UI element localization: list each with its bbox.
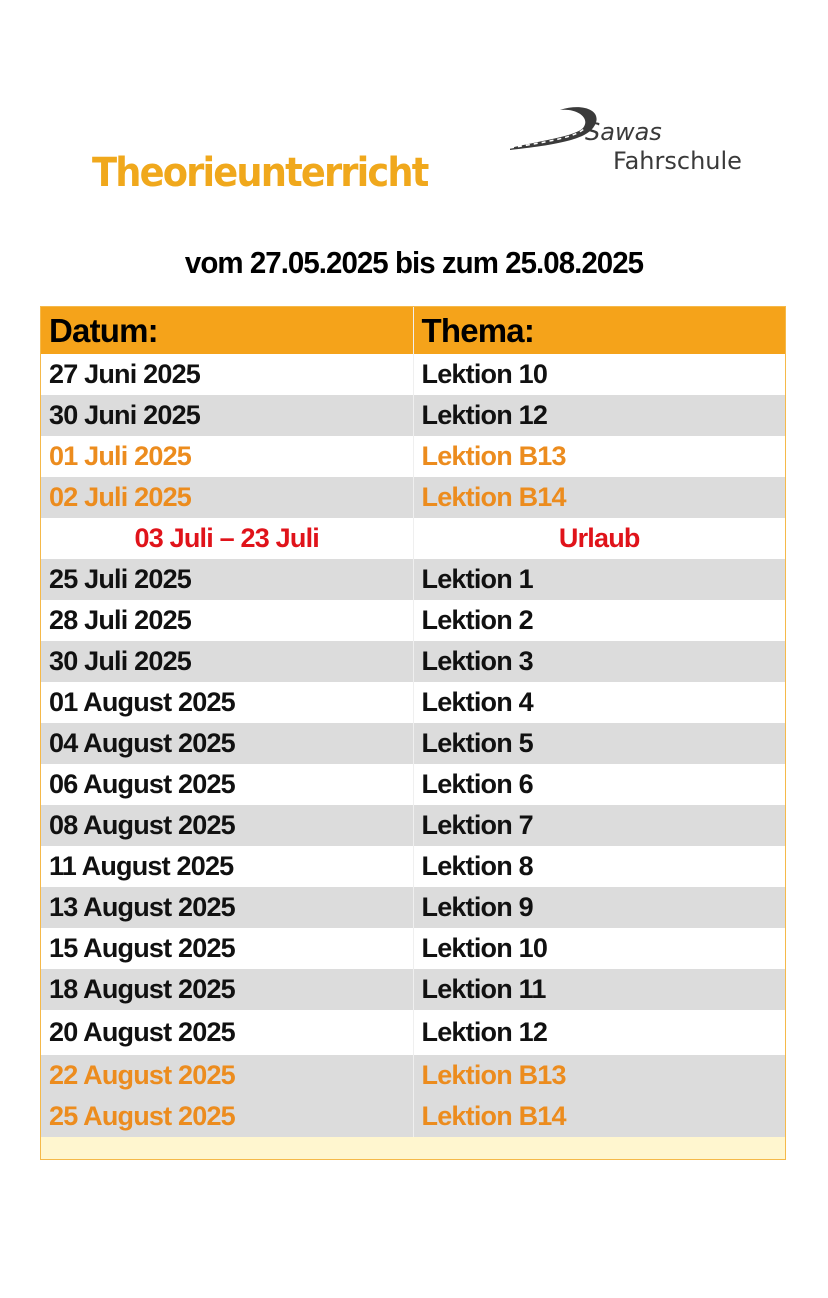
table-row [41, 477, 785, 518]
schedule-table [40, 306, 786, 1160]
date-cell: 25 August 2025 [41, 1096, 414, 1137]
column-header-thema: Thema: [421, 311, 535, 349]
topic-cell: Lektion 12 [421, 400, 548, 430]
table-row [41, 1055, 785, 1096]
table-row [41, 559, 785, 600]
table-row [41, 436, 785, 477]
date-cell: 02 Juli 2025 [41, 477, 414, 518]
table-row [41, 805, 785, 846]
topic-cell: Lektion 4 [421, 687, 533, 717]
topic-cell: Lektion 11 [421, 974, 546, 1004]
topic-cell: Lektion 2 [421, 605, 533, 635]
logo-text-sawas: Sawas [585, 118, 662, 146]
table-row [41, 846, 785, 887]
table-row [41, 354, 785, 395]
table-row [41, 928, 785, 969]
date-cell: 01 August 2025 [41, 682, 414, 723]
date-cell: 01 Juli 2025 [41, 436, 414, 477]
topic-cell: Lektion 5 [421, 728, 533, 758]
table-row [41, 1010, 785, 1055]
table-row [41, 682, 785, 723]
date-cell: 15 August 2025 [41, 928, 414, 969]
date-range-subtitle: vom 27.05.2025 bis zum 25.08.2025 [184, 245, 644, 280]
topic-cell: Lektion B13 [421, 1060, 566, 1090]
date-cell: 08 August 2025 [41, 805, 414, 846]
topic-cell: Lektion 12 [421, 1017, 548, 1047]
topic-cell: Lektion B14 [421, 1101, 566, 1131]
date-cell: 28 Juli 2025 [41, 600, 414, 641]
table-row [41, 641, 785, 682]
date-cell: 25 Juli 2025 [41, 559, 414, 600]
topic-cell: Lektion 8 [421, 851, 533, 881]
column-header-datum: Datum: [41, 307, 414, 354]
topic-cell: Lektion B14 [421, 482, 566, 512]
topic-cell: Urlaub [558, 523, 640, 553]
date-cell: 13 August 2025 [41, 887, 414, 928]
topic-cell: Lektion B13 [421, 441, 566, 471]
table-row [41, 395, 785, 436]
table-footer-row [41, 1137, 785, 1159]
topic-cell: Lektion 9 [421, 892, 533, 922]
date-cell: 06 August 2025 [41, 764, 414, 805]
topic-cell: Lektion 1 [421, 564, 533, 594]
date-cell: 30 Juni 2025 [41, 395, 414, 436]
table-row [41, 723, 785, 764]
topic-cell: Lektion 3 [421, 646, 533, 676]
topic-cell: Lektion 7 [421, 810, 533, 840]
topic-cell: Lektion 10 [421, 933, 548, 963]
date-cell: 03 Juli – 23 Juli [41, 518, 414, 559]
date-cell: 27 Juni 2025 [41, 354, 414, 395]
table-row [41, 600, 785, 641]
topic-cell: Lektion 10 [421, 359, 548, 389]
topic-cell: Lektion 6 [421, 769, 533, 799]
table-row-vacation [41, 518, 785, 559]
date-cell: 18 August 2025 [41, 969, 414, 1010]
date-cell: 20 August 2025 [41, 1010, 414, 1055]
page-title: Theorieunterricht [92, 150, 428, 196]
table-row [41, 969, 785, 1010]
table-row [41, 1096, 785, 1137]
date-cell: 22 August 2025 [41, 1055, 414, 1096]
date-cell: 04 August 2025 [41, 723, 414, 764]
table-header [41, 307, 785, 354]
table-row [41, 764, 785, 805]
date-cell: 11 August 2025 [41, 846, 414, 887]
logo-text-fahrschule: Fahrschule [613, 147, 742, 175]
date-cell: 30 Juli 2025 [41, 641, 414, 682]
table-row [41, 887, 785, 928]
